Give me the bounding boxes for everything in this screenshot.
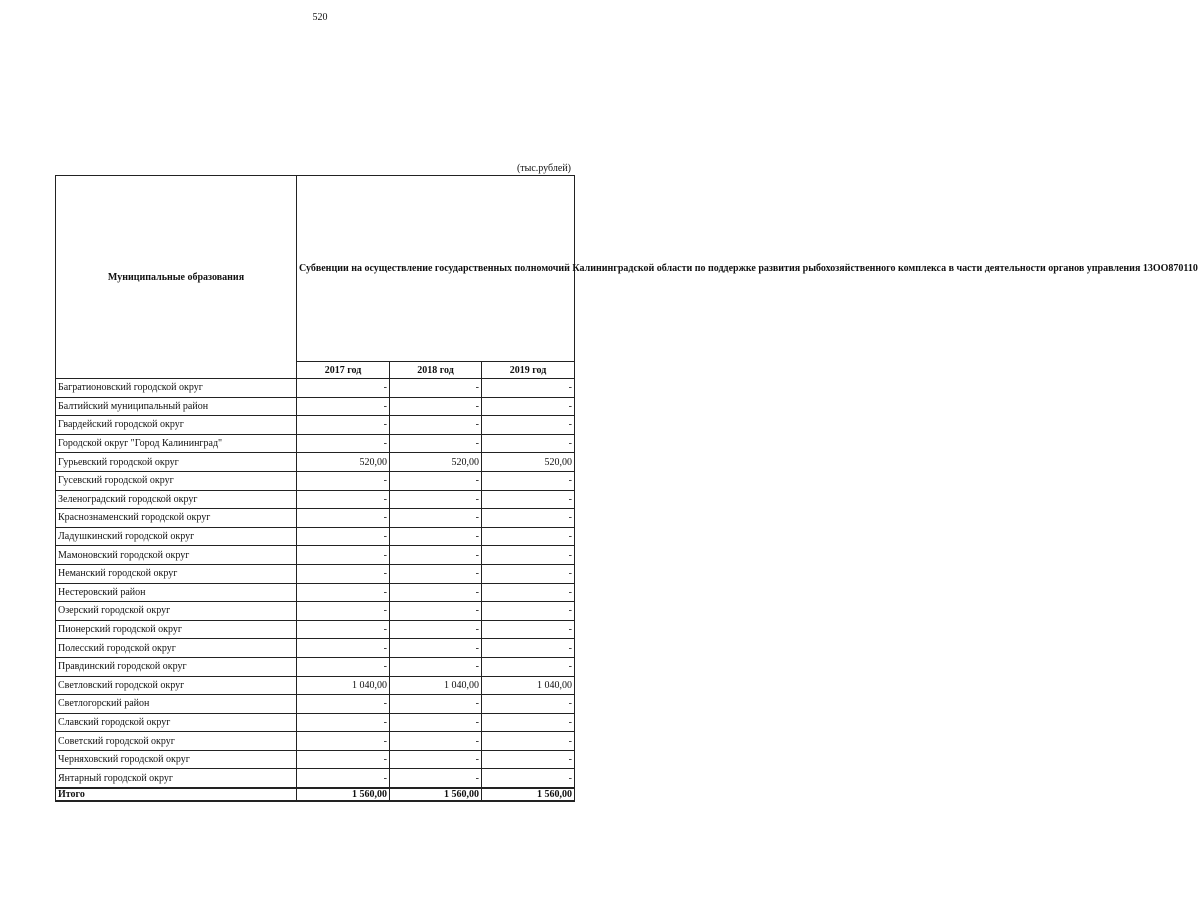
year-header-2017: 2017 год — [297, 362, 390, 379]
value-2018: - — [390, 657, 482, 676]
value-2018: - — [390, 546, 482, 565]
municipality-name: Мамоновский городской округ — [56, 546, 297, 565]
table-row — [56, 564, 575, 583]
municipality-name: Озерский городской округ — [56, 602, 297, 621]
value-2017: - — [297, 639, 390, 658]
value-2018: - — [390, 695, 482, 714]
table-row — [56, 657, 575, 676]
municipality-name: Балтийский муниципальный район — [56, 397, 297, 416]
value-2018: - — [390, 583, 482, 602]
table-row — [56, 397, 575, 416]
value-2019: - — [482, 509, 575, 528]
municipality-name: Пионерский городской округ — [56, 620, 297, 639]
total-label: Итого — [56, 788, 297, 801]
year-header-2019: 2019 год — [482, 362, 575, 379]
municipality-name: Городской округ "Город Калининград" — [56, 434, 297, 453]
municipality-name: Неманский городской округ — [56, 564, 297, 583]
total-2018: 1 560,00 — [390, 788, 482, 801]
table-row — [56, 434, 575, 453]
value-2019: - — [482, 732, 575, 751]
value-2018: - — [390, 397, 482, 416]
municipality-name: Янтарный городской округ — [56, 769, 297, 788]
value-2017: - — [297, 583, 390, 602]
total-2019: 1 560,00 — [482, 788, 575, 801]
value-2018: - — [390, 713, 482, 732]
table-row — [56, 695, 575, 714]
value-2017: 1 040,00 — [297, 676, 390, 695]
table-row — [56, 471, 575, 490]
value-2017: - — [297, 527, 390, 546]
table-row — [56, 509, 575, 528]
value-2019: - — [482, 583, 575, 602]
value-2018: - — [390, 602, 482, 621]
value-2018: - — [390, 527, 482, 546]
municipality-name: Славский городской округ — [56, 713, 297, 732]
total-row — [56, 788, 575, 801]
municipality-name: Советский городской округ — [56, 732, 297, 751]
table-row — [56, 732, 575, 751]
value-2019: - — [482, 657, 575, 676]
table-row — [56, 453, 575, 472]
value-2018: - — [390, 769, 482, 788]
value-2017: - — [297, 732, 390, 751]
municipal-column-header: Муниципальные образования — [56, 176, 297, 379]
municipality-name: Зеленоградский городской округ — [56, 490, 297, 509]
table-row — [56, 602, 575, 621]
value-2019: - — [482, 379, 575, 398]
value-2019: - — [482, 416, 575, 435]
value-2019: - — [482, 713, 575, 732]
municipality-name: Багратионовский городской округ — [56, 379, 297, 398]
value-2018: - — [390, 750, 482, 769]
table-row — [56, 583, 575, 602]
value-2017: - — [297, 379, 390, 398]
table-row — [56, 490, 575, 509]
value-2018: - — [390, 434, 482, 453]
total-2017: 1 560,00 — [297, 788, 390, 801]
value-2018: - — [390, 564, 482, 583]
value-2017: - — [297, 657, 390, 676]
value-2019: - — [482, 490, 575, 509]
municipality-name: Краснознаменский городской округ — [56, 509, 297, 528]
value-2019: - — [482, 639, 575, 658]
municipality-name: Полесский городской округ — [56, 639, 297, 658]
units-label: (тыс.рублей) — [516, 163, 571, 174]
table-row — [56, 527, 575, 546]
value-2017: - — [297, 695, 390, 714]
value-2017: - — [297, 471, 390, 490]
page-number: 520 — [312, 12, 328, 23]
subvention-column-header: Субвенции на осуществление государственных полномочий Калининградской области по поддержке развития рыбохозяйственного комплекса в части деятельности органов управления 13ОО870110 — [297, 176, 575, 362]
municipality-name: Нестеровский район — [56, 583, 297, 602]
value-2017: - — [297, 434, 390, 453]
table-row — [56, 416, 575, 435]
municipality-name: Правдинский городской округ — [56, 657, 297, 676]
municipality-name: Гусевский городской округ — [56, 471, 297, 490]
value-2019: - — [482, 564, 575, 583]
value-2017: - — [297, 769, 390, 788]
value-2018: - — [390, 471, 482, 490]
value-2019: - — [482, 602, 575, 621]
value-2019: 1 040,00 — [482, 676, 575, 695]
value-2017: - — [297, 602, 390, 621]
value-2017: - — [297, 416, 390, 435]
table-row — [56, 639, 575, 658]
value-2017: - — [297, 713, 390, 732]
value-2019: - — [482, 620, 575, 639]
value-2018: 1 040,00 — [390, 676, 482, 695]
table-row — [56, 379, 575, 398]
value-2019: - — [482, 769, 575, 788]
municipality-name: Светловский городской округ — [56, 676, 297, 695]
value-2017: - — [297, 564, 390, 583]
value-2018: - — [390, 620, 482, 639]
municipality-name: Гурьевский городской округ — [56, 453, 297, 472]
value-2018: - — [390, 490, 482, 509]
subvention-table — [55, 175, 1198, 802]
value-2018: - — [390, 416, 482, 435]
value-2017: - — [297, 397, 390, 416]
municipality-name: Ладушкинский городской округ — [56, 527, 297, 546]
value-2019: - — [482, 695, 575, 714]
value-2019: - — [482, 750, 575, 769]
value-2019: - — [482, 546, 575, 565]
value-2018: - — [390, 639, 482, 658]
value-2018: - — [390, 379, 482, 398]
value-2018: - — [390, 509, 482, 528]
municipality-name: Черняховский городской округ — [56, 750, 297, 769]
value-2017: - — [297, 750, 390, 769]
municipality-name: Светлогорский район — [56, 695, 297, 714]
municipality-name: Гвардейский городской округ — [56, 416, 297, 435]
table-row — [56, 676, 575, 695]
value-2019: - — [482, 434, 575, 453]
value-2017: - — [297, 546, 390, 565]
value-2018: - — [390, 732, 482, 751]
value-2017: - — [297, 509, 390, 528]
value-2019: - — [482, 397, 575, 416]
table-row — [56, 713, 575, 732]
value-2017: - — [297, 490, 390, 509]
value-2018: 520,00 — [390, 453, 482, 472]
table-row — [56, 620, 575, 639]
value-2019: - — [482, 527, 575, 546]
value-2019: 520,00 — [482, 453, 575, 472]
table-row — [56, 750, 575, 769]
value-2017: - — [297, 620, 390, 639]
value-2017: 520,00 — [297, 453, 390, 472]
value-2019: - — [482, 471, 575, 490]
table-row — [56, 546, 575, 565]
table-row — [56, 769, 575, 788]
year-header-2018: 2018 год — [390, 362, 482, 379]
